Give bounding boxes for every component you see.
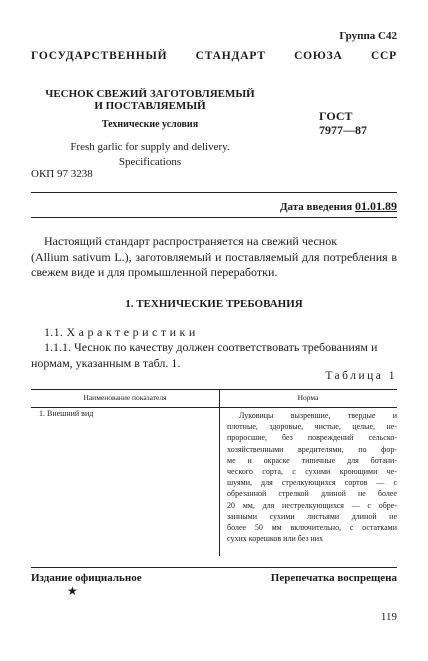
gost-code: 7977—87 [319,123,367,137]
divider-date [31,217,397,218]
title-line-1: ЧЕСНОК СВЕЖИЙ ЗАГОТОВЛЯЕМЫЙ [45,88,255,100]
title-english-line-1: Fresh garlic for supply and delivery. [70,141,230,153]
reprint-prohibited: Перепечатка воспрещена [270,572,397,584]
title-block [31,88,269,170]
clause-1-1-1 [31,340,397,371]
clause-1-1 [44,325,199,340]
page-number: 119 [380,611,397,623]
norm-text-line: ческого сорта, с сухими кроющими че- [227,467,397,477]
table-header-indicator: Наименование показателя [83,393,167,402]
gost-label: ГОСТ [319,109,353,123]
divider-footer [31,567,397,568]
official-edition: Издание официальное [31,572,142,584]
table-column-divider [219,390,220,556]
norm-text-line: сухих корешков или без них [227,534,324,544]
gost-number [319,109,367,137]
intro-first-line: Настоящий стандарт распространяется на свежий чеснок [44,234,338,248]
date-label: Дата введения [279,201,353,213]
table-cell-norm [227,410,397,544]
table-header-norm: Норма [297,393,319,402]
intro-rest: (Allium sativum L.), заготовляемый и поставляемый для потребления в свежем виде и для промышленной переработки. [31,249,397,279]
standard-heading: ГОСУДАРСТВЕННЫЙ СТАНДАРТ СОЮЗА ССР [31,50,397,62]
title-english [31,140,269,170]
title-line-2: И ПОСТАВЛЯЕМЫЙ [94,100,206,112]
intro-paragraph [31,234,397,281]
date-value: 01.01.89 [355,199,397,213]
star-icon: ★ [67,584,78,598]
norm-text-line: хозяйственными вредителями, по фор- [227,444,397,454]
effective-date [280,199,397,214]
norm-text-line: Луковицы вызревшие, твердые и [239,411,397,420]
table-cell-indicator: 1. Внешний вид [39,409,94,418]
norm-text-line: более 50 мм включительно, с остатками [227,523,397,533]
clause-title: Характеристики [66,325,199,339]
clause-rest: нормам, указанным в табл. 1. [31,355,181,370]
norm-text-line: обрезанной стрелкой длиной не более [227,489,397,499]
section-title: 1. ТЕХНИЧЕСКИЕ ТРЕБОВАНИЯ [125,298,303,310]
title-english-line-2: Specifications [118,156,182,168]
norm-text-line: проросшие, без повреждений сельско- [227,433,397,443]
okp-code: ОКП 97 3238 [31,168,93,180]
table-label: Таблица 1 [325,370,397,382]
norm-text-line: ме и окраске типичные для ботани- [227,455,397,465]
norm-text-line: 20 мм, для нестрелкующихся — с обре- [227,500,397,510]
group-code: Группа С42 [339,30,397,42]
requirements-table [31,389,397,556]
title-subtitle: Технические условия [101,119,199,130]
norm-text-line: плотные, здоровые, чистые, целые, не- [227,422,397,432]
norm-text-line: занными сухими листьями длиной не [227,511,397,521]
divider-top [31,192,397,193]
clause-number: 1.1. [44,325,64,339]
norm-text-line: шуями, для стрелкующихся сортов — с [227,478,397,488]
clause-first-line: 1.1.1. Чеснок по качеству должен соответствовать требованиям и [44,340,378,354]
